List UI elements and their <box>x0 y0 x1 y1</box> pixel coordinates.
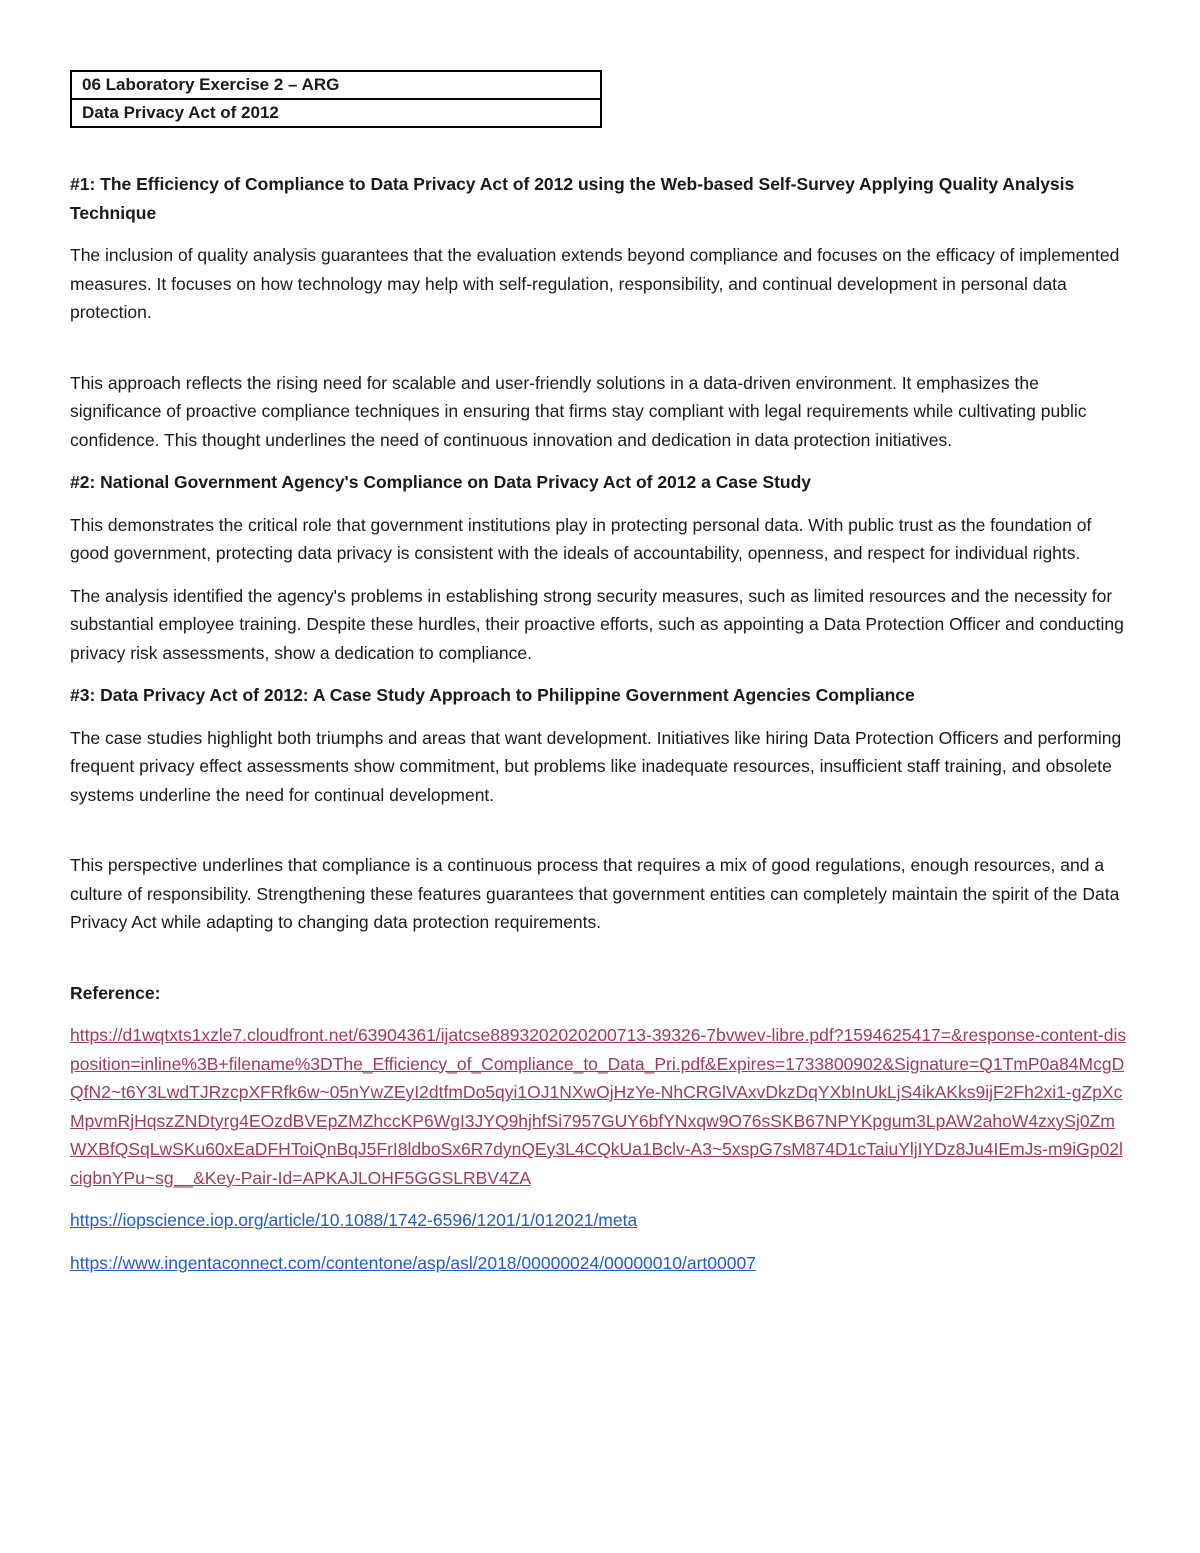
section-1 <box>70 170 1130 454</box>
section-3 <box>70 681 1130 937</box>
section-2-paragraph-2: The analysis identified the agency's problems in establishing strong security measures, such as limited resources and the necessity for substantial employee training. Despite these hurdles, their proactive efforts, such as appointing a Data Protection Officer and conducting privacy risk assessments, show a dedication to compliance. <box>70 585 1124 663</box>
section-3-paragraph-1: The case studies highlight both triumphs and areas that want development. Initiatives like hiring Data Protection Officers and performing frequent privacy effect assessments show commitment, but problems like inadequate resources, insufficient staff training, and obsolete systems underline the need for continual development. <box>70 727 1122 805</box>
document-page <box>70 70 1130 1291</box>
section-2-paragraph-1: This demonstrates the critical role that government institutions play in protecting personal data. With public trust as the foundation of good government, protecting data privacy is consistent with the ideals of accountability, openness, and respect for individual rights. <box>70 514 1092 563</box>
section-1-paragraph-2: This approach reflects the rising need for scalable and user-friendly solutions in a data-driven environment. It emphasizes the significance of proactive compliance techniques in ensuring that firms stay compliant with legal requirements while cultivating public confidence. This thought underlines the need of continuous innovation and dedication in data protection initiatives. <box>70 372 1087 450</box>
section-3-heading: #3: Data Privacy Act of 2012: A Case Study Approach to Philippine Government Agencies Compliance <box>70 685 915 705</box>
header-topic: Data Privacy Act of 2012 <box>72 98 600 126</box>
header-exercise-title: 06 Laboratory Exercise 2 – ARG <box>82 75 340 94</box>
section-1-paragraph-1: The inclusion of quality analysis guarantees that the evaluation extends beyond compliance and focuses on the efficacy of implemented measures. It focuses on how technology may help with self-regulation, responsibility, and continual development in personal data protection. <box>70 245 1120 322</box>
section-2-heading: #2: National Government Agency's Compliance on Data Privacy Act of 2012 a Case Study <box>70 472 812 492</box>
references-title: Reference: <box>70 982 161 1003</box>
reference-link-ingentaconnect[interactable]: https://www.ingentaconnect.com/contentone/asp/asl/2018/00000024/00000010/art00007 <box>70 1252 756 1273</box>
reference-link-iopscience[interactable]: https://iopscience.iop.org/article/10.1088/1742-6596/1201/1/012021/meta <box>70 1210 638 1230</box>
section-2 <box>70 468 1130 667</box>
header-table <box>70 70 602 128</box>
section-3-paragraph-2: This perspective underlines that compliance is a continuous process that requires a mix of good regulations, enough resources, and a culture of responsibility. Strengthening these features guarantees that government entities can completely maintain the spirit of the Data Privacy Act while adapting to changing data protection requirements. <box>70 855 1120 932</box>
reference-link-cloudfront[interactable]: https://d1wqtxts1xzle7.cloudfront.net/63904361/ijatcse8893202020200713-39326-7bvwev-libre.pdf?1594625417=&response-content-disposition=inline%3B+filename%3DThe_Efficiency_of_Compliance_to_Data_Pri.pdf&Expires=1733800902&Signature=Q1TmP0a84McgDQfN2~t6Y3LwdTJRzcpXFRfk6w~05nYwZEyI2dtfmDo5qyi1OJ1NXwOjHzYe-NhCRGlVAxvDkzDqYXbInUkLjS4ikAKks9ijF2Fh2xi1-gZpXcMpvmRjHqszZNDtyrg4EOzdBVEpZMZhccKP6WgI3JYQ9hjhfSi7957GUY6bfYNxqw9O76sSKB67NPYKpgum3LpAW2ahoW4zxySj0ZmWXBfQSqLwSKu60xEaDFHToiQnBqJ5FrI8ldboSx6R7dynQEy3L4CQkUa1Bclv-A3~5xspG7sM874D1cTaiuYljIYDz8Ju4IEmJs-m9iGp02lcigbnYPu~sg__&Key-Pair-Id=APKAJLOHF5GGSLRBV4ZA <box>70 1025 1127 1188</box>
references <box>70 979 1130 1278</box>
section-1-heading: #1: The Efficiency of Compliance to Data Privacy Act of 2012 using the Web-based Self-Survey Applying Quality Analysis Technique <box>70 174 1075 223</box>
